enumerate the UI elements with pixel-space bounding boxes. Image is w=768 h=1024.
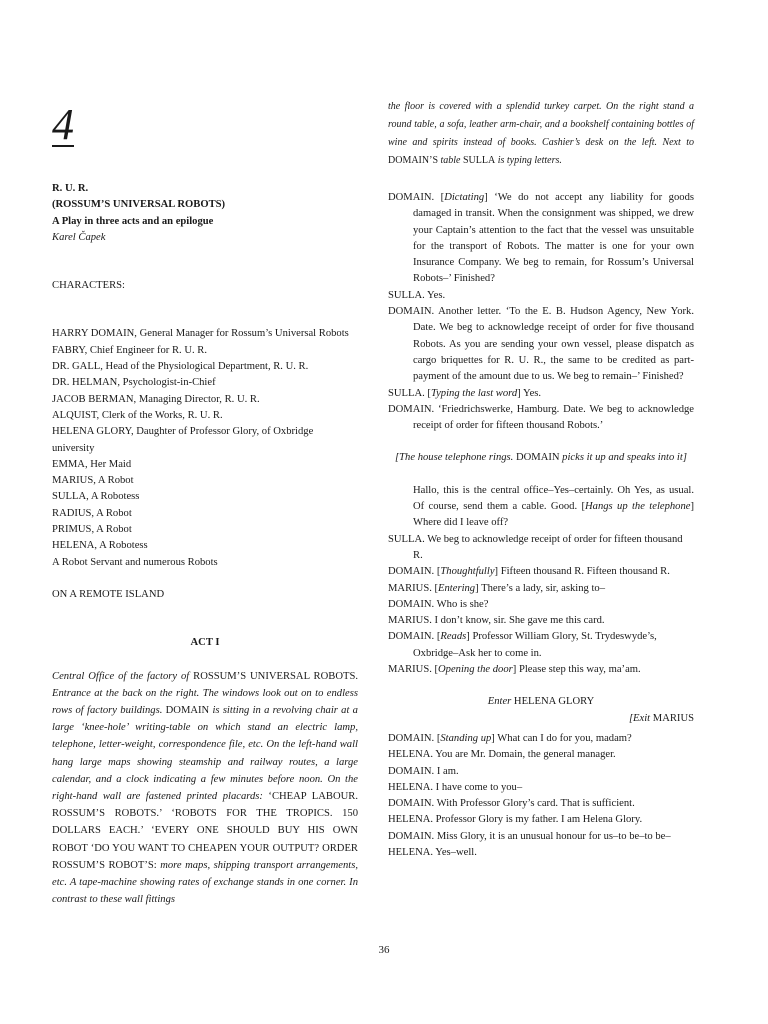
dialogue-line: DOMAIN. ‘Friedrichswerke, Hamburg. Date. We beg to acknowledge receipt of order for fifteen thousand Robots.’ <box>388 403 694 432</box>
play-subtitle: (ROSSUM’S UNIVERSAL ROBOTS) <box>52 199 226 211</box>
character-entry: DR. HELMAN, Psychologist-in-Chief <box>52 377 216 389</box>
dialogue-line: DOMAIN. Another letter. ‘To the E. B. Hudson Agency, New York. Date. We beg to acknowledge receipt of order for five thousand Robots. As you are sending your own vessel, please dispatch as cargo briquettes for R. U. R., the same to be credited as part-payment of the amount due to us. We beg to remain–’ Finished? <box>388 306 694 383</box>
character-entry: PRIMUS, A Robot <box>52 524 132 536</box>
dialogue-line: SULLA. We beg to acknowledge receipt of order for fifteen thousand R. <box>388 533 683 561</box>
stage-direction: Central Office of the factory of ROSSUM’S UNIVERSAL ROBOTS. Entrance at the back on the right. The windows look out on to endless rows of factory buildings. DOMAIN is sitting in a revolving chair at a large ‘knee-hole’ writing-table on which stand an electric lamp, telephone, letter-weight, correspondence file, etc. On the left-hand wall hang large maps showing steamship and railway routes, a large calendar, and a clock indicating a few minutes before noon. On the right-hand wall are fastened printed placards: ‘CHEAP LABOUR. ROSSUM’S ROBOTS.’ ‘ROBOTS FOR THE TROPICS. 150 DOLLARS EACH.’ ‘EVERY ONE SHOULD BUY HIS OWN ROBOT ‘DO YOU WANT TO CHEAPEN YOUR OUTPUT? ORDER ROSSUM’S ROBOT’S: more maps, shipping transport arrangements, etc. A tape-machine showing rates of exchange stands in one corner. In contrast to these wall fittings <box>52 670 359 906</box>
right-column <box>388 98 694 861</box>
dialogue-line: DOMAIN. Who is she? <box>388 598 489 610</box>
stage-direction-continued: the floor is covered with a splendid turkey carpet. On the right stand a round table, a sofa, leather arm-chair, and a bookshelf containing bottles of wine and spirits instead of books. Cashier’s desk on the left. Next to DOMAIN’S table SULLA is typing letters. <box>388 101 694 166</box>
characters-heading: CHARACTERS: <box>52 280 125 292</box>
dialogue-line: DOMAIN. [Dictating] ‘We do not accept any liability for goods damaged in transit. When the consignment was shipped, we drew your Captain’s attention to the fact that the vessel was unsuitable for the transport of Robots. The matter is one for your own Insurance Company. We beg to remain, for Rossum’s Universal Robots–’ Finished? <box>388 192 694 285</box>
dialogue-line: DOMAIN. Miss Glory, it is an unusual honour for us–to be–to be– <box>388 830 671 842</box>
character-entry: RADIUS, A Robot <box>52 507 132 519</box>
page-number: 36 <box>378 944 390 956</box>
dialogue-line: MARIUS. [Opening the door] Please step this way, ma’am. <box>388 664 641 676</box>
character-list <box>52 326 358 570</box>
character-entry: A Robot Servant and numerous Robots <box>52 556 218 568</box>
act-heading: ACT I <box>190 637 220 649</box>
setting: ON A REMOTE ISLAND <box>52 588 165 600</box>
dialogue-line: DOMAIN. With Professor Glory’s card. That is sufficient. <box>388 798 635 810</box>
dialogue-line: SULLA. [Typing the last word] Yes. <box>388 387 542 399</box>
character-entry: MARIUS, A Robot <box>52 475 134 487</box>
dialogue-line: HELENA. I have come to you– <box>388 781 523 793</box>
dialogue-line: DOMAIN. [Reads] Professor William Glory, St. Trydeswyde’s, Oxbridge–Ask her to come in. <box>388 631 657 659</box>
play-title: R. U. R. <box>52 183 89 194</box>
character-entry: JACOB BERMAN, Managing Director, R. U. R. <box>52 393 260 405</box>
dialogue-line: HELENA. You are Mr. Domain, the general manager. <box>388 749 616 761</box>
dialogue-line: DOMAIN. [Thoughtfully] Fifteen thousand R. Fifteen thousand R. <box>388 566 670 578</box>
character-entry: EMMA, Her Maid <box>52 458 132 470</box>
chapter-number: 4 <box>52 100 74 149</box>
stage-direction-inline: [The house telephone rings. DOMAIN picks it up and speaks into it] <box>395 452 687 464</box>
character-entry: FABRY, Chief Engineer for R. U. R. <box>52 344 207 356</box>
character-entry: HARRY DOMAIN, General Manager for Rossum’s Universal Robots <box>52 328 349 340</box>
dialogue-line: MARIUS. [Entering] There’s a lady, sir, asking to– <box>388 582 606 594</box>
character-entry: SULLA, A Robotess <box>52 491 140 503</box>
dialogue-line: DOMAIN. I am. <box>388 765 459 777</box>
character-entry: HELENA GLORY, Daughter of Professor Glory, of Oxbridge university <box>52 426 314 454</box>
left-column <box>52 100 359 908</box>
author: Karel Čapek <box>52 231 106 243</box>
dialogue-line: SULLA. Yes. <box>388 289 446 301</box>
dialogue-line: HELENA. Yes–well. <box>388 846 477 858</box>
dialogue-line: DOMAIN. [Standing up] What can I do for you, madam? <box>388 732 632 744</box>
character-entry: ALQUIST, Clerk of the Works, R. U. R. <box>52 409 223 421</box>
character-entry: DR. GALL, Head of the Physiological Department, R. U. R. <box>52 361 309 373</box>
dialogue-line: Hallo, this is the central office–Yes–certainly. Oh Yes, as usual. Of course, send them a cable. Good. [Hangs up the telephone] Where did I leave off? <box>413 484 695 529</box>
play-description: A Play in three acts and an epilogue <box>52 215 214 227</box>
dialogue-line: MARIUS. I don’t know, sir. She gave me this card. <box>388 615 605 627</box>
stage-exit: [Exit MARIUS <box>628 712 694 724</box>
dialogue-line: HELENA. Professor Glory is my father. I am Helena Glory. <box>388 814 643 826</box>
stage-entrance: Enter HELENA GLORY <box>487 696 595 708</box>
character-entry: HELENA, A Robotess <box>52 540 148 552</box>
